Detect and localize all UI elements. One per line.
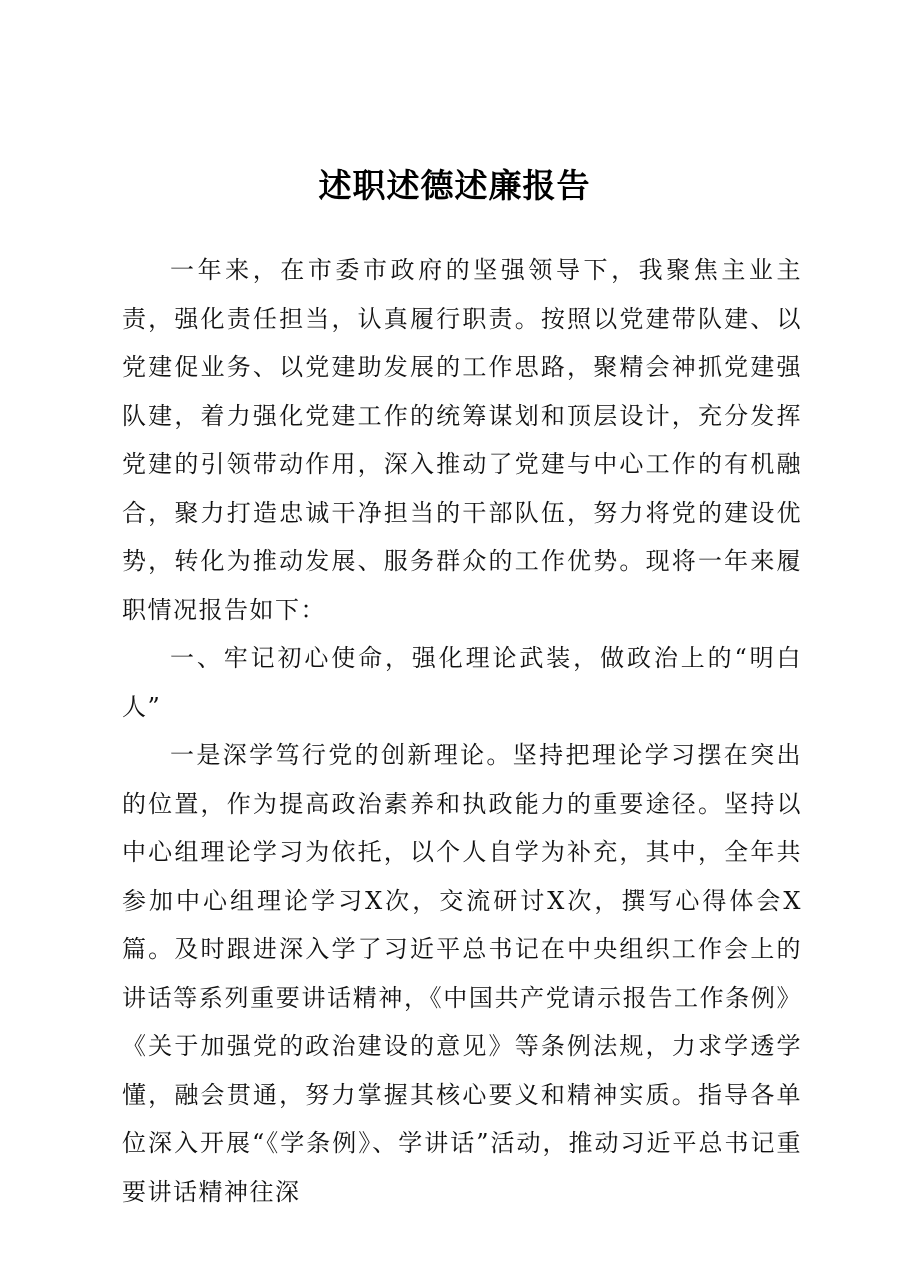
section-heading-1: 一、牢记初心使命，强化理论武装，做政治上的“明白人” <box>122 644 802 721</box>
paragraph-theory-study: 一是深学笃行党的创新理论。坚持把理论学习摆在突出的位置，作为提高政治素养和执政能力的重要途径。坚持以中心组理论学习为依托，以个人自学为补充，其中，全年共参加中心组理论学习X次，交流研讨X次，撰写心得体会X篇。及时跟进深入学了习近平总书记在中央组织工作会上的讲话等系列重要讲话精神，《中国共产党请示报告工作条例》《关于加强党的政治建设的意见》等条例法规，力求学透学懂，融会贯通，努力掌握其核心要义和精神实质。指导各单位深入开展“《学条例》、学讲话”活动，推动习近平总书记重要讲话精神往深 <box>122 741 802 1206</box>
paragraph-intro: 一年来，在市委市政府的坚强领导下，我聚焦主业主责，强化责任担当，认真履行职责。按照以党建带队建、以党建促业务、以党建助发展的工作思路，聚精会神抓党建强队建，着力强化党建工作的统筹谋划和顶层设计，充分发挥党建的引领带动作用，深入推动了党建与中心工作的有机融合，聚力打造忠诚干净担当的干部队伍，努力将党的建设优势，转化为推动发展、服务群众的工作优势。现将一年来履职情况报告如下： <box>122 256 802 624</box>
document-title: 述职述德述廉报告 <box>318 166 591 205</box>
document-body <box>122 246 802 1216</box>
